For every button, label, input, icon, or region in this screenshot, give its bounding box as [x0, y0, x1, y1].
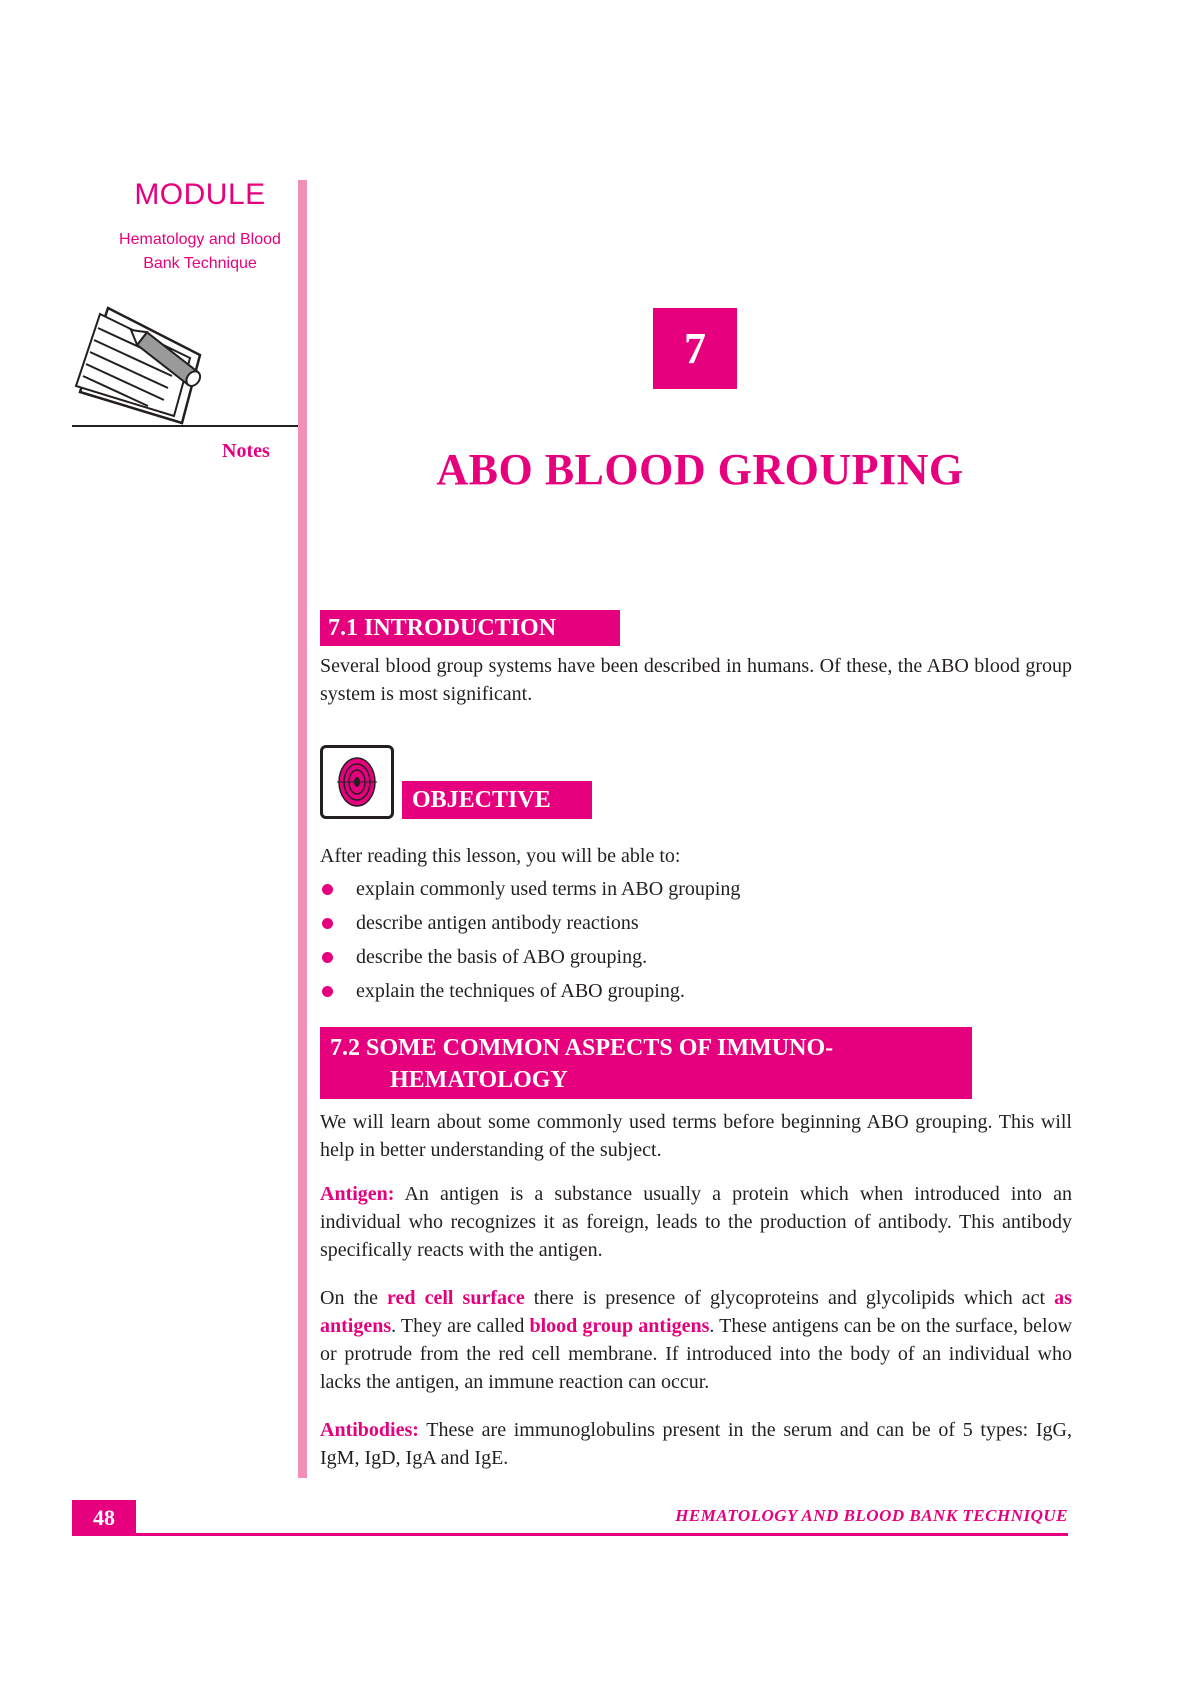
bullet-dot-icon: [322, 884, 333, 895]
bullet-dot-icon: [322, 918, 333, 929]
objective-list: [320, 872, 1072, 1008]
as-antigens-term: as antigens: [320, 1287, 1072, 1337]
objective-intro: After reading this lesson, you will be able to:: [320, 845, 681, 867]
bullet-dot-icon: [322, 952, 333, 963]
objective-target-icon: [320, 745, 394, 819]
notes-label: Notes: [222, 440, 270, 462]
section-heading-line1: 7.2 SOME COMMON ASPECTS OF IMMUNO-: [330, 1035, 834, 1061]
blood-group-antigens-term: blood group antigens: [529, 1315, 710, 1337]
list-item: explain commonly used terms in ABO grouping: [320, 872, 1072, 906]
section-heading-line2: HEMATOLOGY: [390, 1067, 568, 1093]
section-heading-introduction: 7.1 INTRODUCTION: [320, 610, 620, 646]
list-item: describe antigen antibody reactions: [320, 906, 1072, 940]
notes-pencil-icon: [72, 300, 222, 425]
page-number: 48: [72, 1500, 136, 1536]
notes-divider: [72, 425, 300, 427]
antigen-paragraph: Antigen: An antigen is a substance usually a protein which when introduced into an individual who recognizes it as foreign, leads to the production of antibody. This antibody specifically reacts with the antigen.: [320, 1183, 1072, 1261]
running-title: HEMATOLOGY AND BLOOD BANK TECHNIQUE: [675, 1506, 1068, 1525]
section-heading-immunohematology: [320, 1027, 972, 1099]
list-item: explain the techniques of ABO grouping.: [320, 974, 1072, 1008]
red-cell-paragraph: On the red cell surface there is presence of glycoproteins and glycolipids which act as antigens. They are called blood group antigens. These antigens can be on the surface, below or protrude from the red cell membrane. If introduced into the body of an individual who lacks the antigen, an immune reaction can occur.: [320, 1287, 1073, 1393]
chapter-title: ABO BLOOD GROUPING: [436, 445, 964, 494]
red-cell-surface-term: red cell surface: [387, 1287, 525, 1309]
module-subtitle-line2: Bank Technique: [143, 255, 257, 272]
bullet-dot-icon: [322, 986, 333, 997]
module-subtitle-line1: Hematology and Blood: [119, 231, 281, 248]
antibodies-paragraph: Antibodies: These are immunoglobulins present in the serum and can be of 5 types: IgG, IgM, IgD, IgA and IgE.: [320, 1419, 1072, 1469]
module-subtitle: [90, 228, 310, 276]
objective-heading: OBJECTIVE: [402, 781, 592, 819]
antibodies-term: Antibodies:: [320, 1419, 419, 1441]
section-2-intro: We will learn about some commonly used terms before beginning ABO grouping. This will help in better understanding of the subject.: [320, 1111, 1072, 1161]
list-item: describe the basis of ABO grouping.: [320, 940, 1072, 974]
introduction-paragraph: Several blood group systems have been described in humans. Of these, the ABO blood group system is most significant.: [320, 655, 1072, 705]
footer-rule: [136, 1533, 1068, 1536]
chapter-number: 7: [653, 308, 737, 389]
sidebar-vertical-rule: [298, 180, 307, 1478]
antigen-term: Antigen:: [320, 1183, 395, 1205]
module-label: MODULE: [134, 178, 266, 211]
